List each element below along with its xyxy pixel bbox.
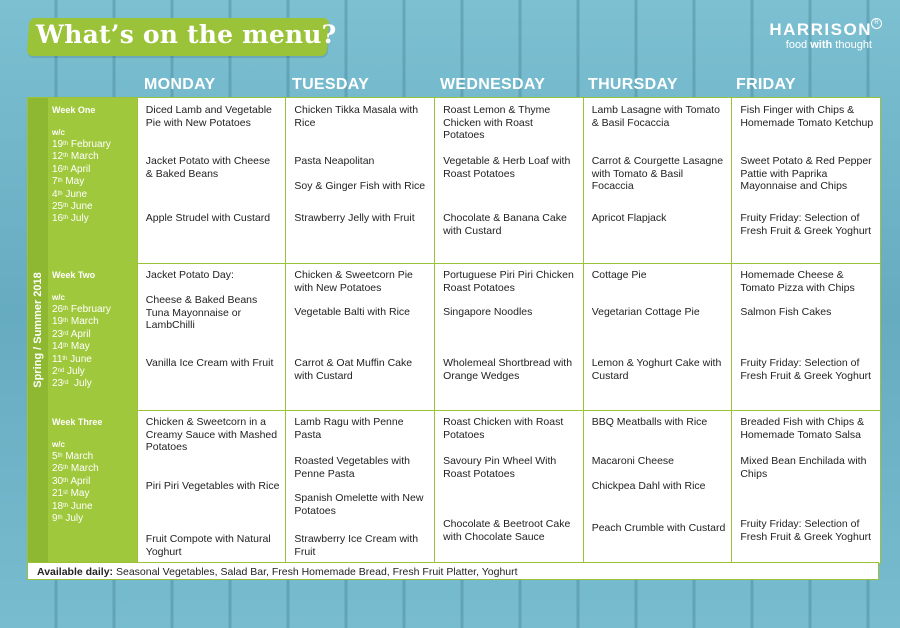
date-month: May xyxy=(67,488,90,500)
menu-cell-tuesday xyxy=(285,410,434,563)
date-month: February xyxy=(68,139,111,150)
date-month: April xyxy=(68,328,91,340)
menu-item: Apple Strudel with Custard xyxy=(145,212,271,224)
week-date xyxy=(52,189,133,201)
menu-cell-wednesday xyxy=(434,263,583,410)
menu-item: Fish Finger with Chips & Homemade Tomato Ketchup xyxy=(740,104,874,129)
date-month: May xyxy=(68,341,90,353)
date-suffix: th xyxy=(63,318,69,325)
date-month: March xyxy=(62,451,94,462)
menu-item: Savoury Pin Wheel With Roast Potatoes xyxy=(443,455,557,480)
week-date xyxy=(52,329,133,341)
menu-item: Breaded Fish with Chips & Homemade Tomato Salsa xyxy=(740,416,865,441)
week-date xyxy=(52,213,133,225)
menu-item: Pasta Neapolitan xyxy=(294,155,375,167)
week-date xyxy=(52,488,133,500)
week-row xyxy=(48,98,880,264)
menu-item: Singapore Noodles xyxy=(443,306,533,318)
date-day: 5 xyxy=(52,451,58,462)
date-day: 25 xyxy=(52,201,64,213)
menu-item: Chicken Tikka Masala with Rice xyxy=(294,104,419,129)
date-day: 9 xyxy=(52,513,58,525)
date-month: April xyxy=(68,475,91,487)
week-date xyxy=(52,366,133,378)
season-label: Spring / Summer 2018 xyxy=(32,272,44,388)
date-month: July xyxy=(68,213,89,225)
week-date xyxy=(52,463,133,475)
season-sidebar xyxy=(28,98,48,563)
menu-item: Chicken & Sweetcorn Pie with New Potatoes xyxy=(294,269,413,294)
week-date xyxy=(52,201,133,213)
date-suffix: th xyxy=(57,515,63,522)
menu-item: Cheese & Baked Beans Tuna Mayonnaise or LambChilli xyxy=(145,294,258,331)
week-commencing-label: w/c xyxy=(52,293,65,302)
date-suffix: th xyxy=(57,190,63,197)
date-suffix: st xyxy=(63,490,68,497)
day-header-thursday: THURSDAY xyxy=(588,76,678,93)
day-header-wednesday: WEDNESDAY xyxy=(440,76,546,93)
menu-item: Roast Lemon & Thyme Chicken with Roast Potatoes xyxy=(443,104,551,141)
menu-item: Strawberry Ice Cream with Fruit xyxy=(294,533,419,558)
date-month: March xyxy=(68,151,99,163)
menu-cell-thursday xyxy=(583,98,732,263)
date-day: 23 xyxy=(52,328,64,340)
menu-item: Chocolate & Banana Cake with Custard xyxy=(443,212,567,237)
date-suffix: th xyxy=(63,477,69,484)
menu-item: Lamb Lasagne with Tomato & Basil Focaccia xyxy=(591,104,720,129)
date-suffix: th xyxy=(63,502,69,509)
week-date xyxy=(52,304,133,316)
week-date xyxy=(52,151,133,163)
week-date xyxy=(52,139,133,151)
menu-cell-monday xyxy=(137,410,286,563)
menu-cell-tuesday xyxy=(285,263,434,410)
date-day: 7 xyxy=(52,176,58,188)
day-header-friday: FRIDAY xyxy=(736,76,796,93)
date-month: February xyxy=(68,304,111,315)
page-title: What’s on the menu? xyxy=(36,20,337,49)
date-day: 23 xyxy=(52,378,64,390)
day-header-monday: MONDAY xyxy=(144,76,216,93)
menu-item: Wholemeal Shortbread with Orange Wedges xyxy=(443,357,573,382)
menu-item: Chicken & Sweetcorn in a Creamy Sauce with Mashed Potatoes xyxy=(145,416,278,453)
week-info xyxy=(48,263,137,410)
date-month: July xyxy=(62,513,84,525)
date-day: 14 xyxy=(52,341,64,353)
date-suffix: th xyxy=(57,453,63,459)
menu-cell-thursday xyxy=(583,410,732,563)
week-info xyxy=(48,98,137,263)
date-month: March xyxy=(68,463,99,475)
week-date xyxy=(52,378,133,390)
week-date xyxy=(52,176,133,188)
date-suffix: rd xyxy=(63,380,69,387)
date-day: 4 xyxy=(52,188,58,200)
week-date xyxy=(52,354,133,366)
menu-item: Peach Crumble with Custard xyxy=(591,522,726,534)
week-date xyxy=(52,513,133,525)
menu-item: Sweet Potato & Red Pepper Pattie with Paprika Mayonnaise and Chips xyxy=(740,155,872,192)
date-day: 16 xyxy=(52,163,64,175)
menu-item: Chocolate & Beetroot Cake with Chocolate Sauce xyxy=(443,518,571,543)
date-suffix: th xyxy=(63,165,69,172)
menu-item: Piri Piri Vegetables with Rice xyxy=(145,480,280,492)
menu-cell-tuesday xyxy=(285,98,434,263)
tagline-bold: with xyxy=(810,39,833,51)
week-info xyxy=(48,410,137,563)
menu-cell-friday xyxy=(731,98,880,263)
date-day: 2 xyxy=(52,366,58,378)
week-commencing-label: w/c xyxy=(52,128,65,137)
menu-item: Strawberry Jelly with Fruit xyxy=(294,212,415,224)
date-day: 11 xyxy=(52,353,63,365)
menu-item: Vanilla Ice Cream with Fruit xyxy=(145,357,274,369)
date-day: 19 xyxy=(52,139,64,150)
date-day: 21 xyxy=(52,488,64,500)
date-suffix: th xyxy=(63,153,69,160)
logo-brand: HARRISON xyxy=(769,20,872,39)
menu-cell-wednesday xyxy=(434,410,583,563)
menu-cell-thursday xyxy=(583,263,732,410)
date-suffix: th xyxy=(63,306,69,312)
menu-item: Homemade Cheese & Tomato Pizza with Chips xyxy=(740,269,855,294)
date-month: June xyxy=(68,500,93,512)
registered-mark: R xyxy=(871,18,882,29)
menu-item: Roast Chicken with Roast Potatoes xyxy=(443,416,564,441)
date-month: July xyxy=(64,366,85,378)
date-suffix: th xyxy=(63,141,69,147)
date-month: June xyxy=(67,353,92,365)
menu-cell-wednesday xyxy=(434,98,583,263)
tagline-post: thought xyxy=(832,39,872,51)
menu-grid xyxy=(27,97,881,564)
menu-item: Fruit Compote with Natural Yoghurt xyxy=(145,533,271,558)
week-date xyxy=(52,341,133,353)
date-suffix: th xyxy=(57,178,63,185)
menu-cell-friday xyxy=(731,410,880,563)
date-day: 19 xyxy=(52,316,64,328)
date-month: June xyxy=(62,188,88,200)
menu-cell-friday xyxy=(731,263,880,410)
date-month: April xyxy=(68,163,91,175)
menu-item: Diced Lamb and Vegetable Pie with New Potatoes xyxy=(145,104,272,129)
menu-item: Soy & Ginger Fish with Rice xyxy=(294,180,426,192)
week-date xyxy=(52,316,133,328)
date-suffix: th xyxy=(62,355,68,362)
date-month: March xyxy=(68,316,99,328)
tagline-pre: food xyxy=(785,39,811,51)
menu-item: Jacket Potato Day: xyxy=(145,269,234,281)
harrison-logo xyxy=(769,20,879,51)
menu-item: Cottage Pie xyxy=(591,269,647,281)
week-date xyxy=(52,476,133,488)
menu-item: Fruity Friday: Selection of Fresh Fruit & Greek Yoghurt xyxy=(740,212,872,237)
menu-item: Vegetable Balti with Rice xyxy=(294,306,410,318)
menu-item: Macaroni Cheese xyxy=(591,455,674,467)
menu-item: Fruity Friday: Selection of Fresh Fruit & Greek Yoghurt xyxy=(740,518,872,543)
date-day: 16 xyxy=(52,213,64,225)
menu-item: Fruity Friday: Selection of Fresh Fruit & Greek Yoghurt xyxy=(740,357,872,382)
menu-item: Mixed Bean Enchilada with Chips xyxy=(740,455,867,480)
menu-item: Spanish Omelette with New Potatoes xyxy=(294,492,424,517)
date-day: 12 xyxy=(52,151,64,163)
date-day: 18 xyxy=(52,500,64,512)
date-suffix: nd xyxy=(57,368,65,375)
menu-item: Carrot & Courgette Lasagne with Tomato & Basil Focaccia xyxy=(591,155,724,192)
day-header-tuesday: TUESDAY xyxy=(292,76,370,93)
week-row xyxy=(48,410,880,563)
date-suffix: th xyxy=(63,343,69,350)
date-suffix: th xyxy=(63,465,69,472)
date-day: 26 xyxy=(52,463,64,475)
week-commencing-label: w/c xyxy=(52,440,65,449)
week-name: Week One xyxy=(52,105,96,115)
week-name: Week Three xyxy=(52,417,103,427)
available-daily xyxy=(27,562,879,580)
menu-item: Salmon Fish Cakes xyxy=(740,306,832,318)
date-suffix: rd xyxy=(63,330,69,337)
menu-item: Lemon & Yoghurt Cake with Custard xyxy=(591,357,722,382)
date-suffix: th xyxy=(63,215,69,222)
menu-item: Chickpea Dahl with Rice xyxy=(591,480,706,492)
week-name: Week Two xyxy=(52,270,96,280)
menu-cell-monday xyxy=(137,263,286,410)
day-header-row xyxy=(136,76,876,94)
date-month: July xyxy=(68,378,92,390)
logo-tagline xyxy=(769,39,872,51)
menu-item: Lamb Ragu with Penne Pasta xyxy=(294,416,404,441)
date-day: 30 xyxy=(52,475,64,487)
menu-item: Portuguese Piri Piri Chicken Roast Potatoes xyxy=(443,269,574,294)
date-day: 26 xyxy=(52,304,64,315)
menu-item: Roasted Vegetables with Penne Pasta xyxy=(294,455,410,480)
date-suffix: th xyxy=(63,203,69,210)
week-date xyxy=(52,164,133,176)
week-date xyxy=(52,451,133,463)
week-row xyxy=(48,263,880,411)
menu-item: Apricot Flapjack xyxy=(591,212,667,224)
available-label: Available daily: xyxy=(37,566,114,578)
menu-item: Jacket Potato with Cheese & Baked Beans xyxy=(145,155,271,180)
menu-item: Vegetable & Herb Loaf with Roast Potatoes xyxy=(443,155,571,180)
menu-item: BBQ Meatballs with Rice xyxy=(591,416,708,428)
available-text: Seasonal Vegetables, Salad Bar, Fresh Homemade Bread, Fresh Fruit Platter, Yoghurt xyxy=(113,566,518,578)
date-month: June xyxy=(68,201,93,213)
date-month: May xyxy=(62,176,85,188)
week-date xyxy=(52,501,133,513)
menu-item: Vegetarian Cottage Pie xyxy=(591,306,700,318)
menu-cell-monday xyxy=(137,98,286,263)
menu-item: Carrot & Oat Muffin Cake with Custard xyxy=(294,357,413,382)
